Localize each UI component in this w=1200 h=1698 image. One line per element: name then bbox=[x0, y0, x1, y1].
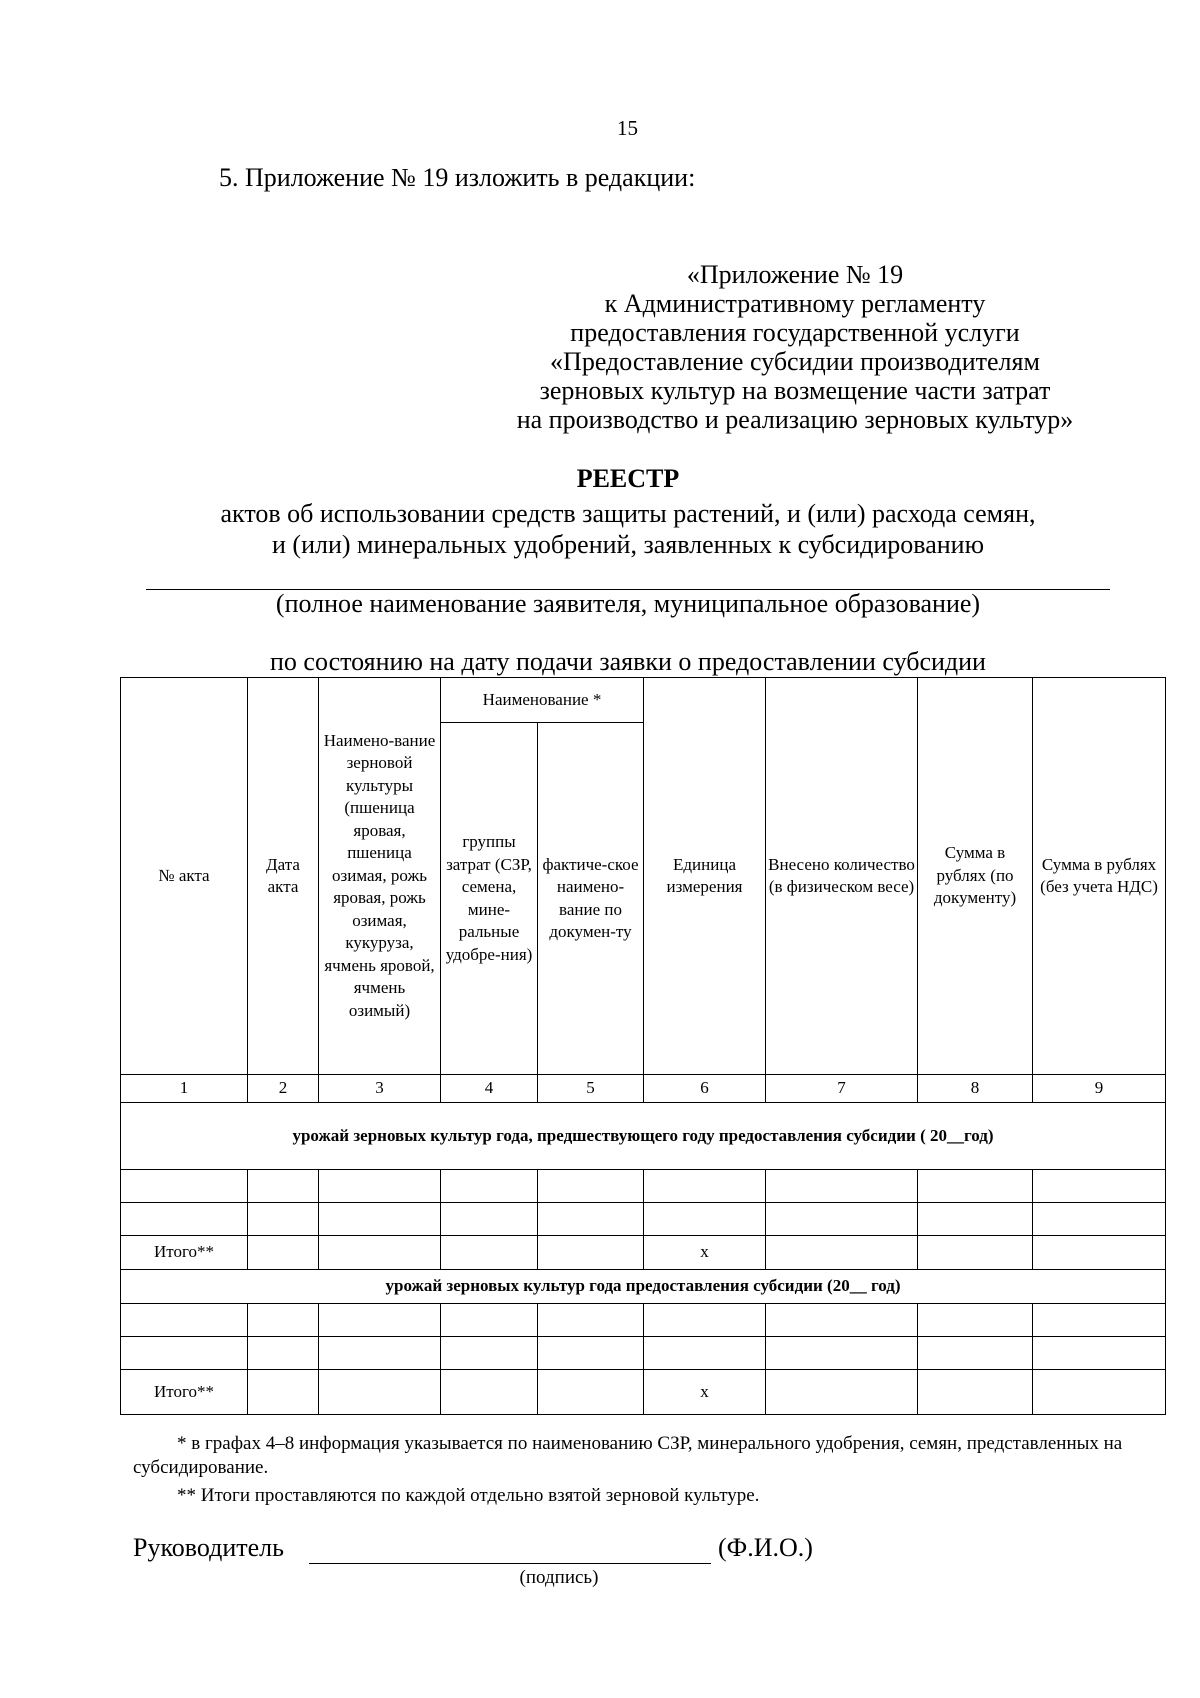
appendix-line: «Приложение № 19 bbox=[686, 260, 904, 289]
table-cell[interactable] bbox=[441, 1236, 538, 1270]
table-cell[interactable] bbox=[319, 1370, 441, 1415]
table-cell[interactable] bbox=[918, 1203, 1033, 1236]
table-cell[interactable] bbox=[538, 1170, 644, 1203]
appendix-line: к Административному регламенту bbox=[604, 289, 986, 318]
subtitle-line: актов об использовании средств защиты растений, и (или) расхода семян, bbox=[220, 499, 1036, 528]
table-cell[interactable] bbox=[248, 1370, 319, 1415]
table-cell[interactable] bbox=[121, 1170, 248, 1203]
table-cell[interactable] bbox=[1033, 1203, 1166, 1236]
document-title: РЕЕСТР bbox=[576, 464, 680, 493]
date-caption: по состоянию на дату подачи заявки о предоставлении субсидии bbox=[270, 647, 986, 676]
table-cell[interactable] bbox=[918, 1304, 1033, 1337]
table-cell[interactable] bbox=[1033, 1236, 1166, 1270]
table-cell[interactable] bbox=[766, 1370, 918, 1415]
table-cell[interactable] bbox=[441, 1337, 538, 1370]
table-cell[interactable] bbox=[1033, 1370, 1166, 1415]
table-cell[interactable] bbox=[766, 1236, 918, 1270]
table-cell[interactable] bbox=[319, 1304, 441, 1337]
table-cell[interactable] bbox=[766, 1304, 918, 1337]
table-cell[interactable] bbox=[248, 1203, 319, 1236]
table-cell[interactable] bbox=[248, 1337, 319, 1370]
header-crop: Наимено-вание зерновой культуры (пшеница яровая, пшеница озимая, рожь яровая, рожь озимая, кукуруза, ячмень яровой, ячмень озимый) bbox=[319, 678, 441, 1075]
column-number: 2 bbox=[248, 1075, 319, 1103]
table-cell[interactable] bbox=[766, 1337, 918, 1370]
table-cell[interactable] bbox=[441, 1170, 538, 1203]
table-cell[interactable] bbox=[766, 1170, 918, 1203]
table-row bbox=[121, 1337, 1166, 1370]
table-cell[interactable] bbox=[121, 1304, 248, 1337]
page-number: 15 bbox=[617, 116, 638, 140]
table-cell[interactable] bbox=[918, 1337, 1033, 1370]
signature-fio: (Ф.И.О.) bbox=[718, 1533, 813, 1562]
table-cell[interactable] bbox=[538, 1337, 644, 1370]
appendix-header bbox=[470, 260, 1120, 434]
column-number: 6 bbox=[644, 1075, 766, 1103]
table-cell[interactable] bbox=[644, 1304, 766, 1337]
signature-label: Руководитель bbox=[133, 1533, 284, 1562]
appendix-line: на производство и реализацию зерновых культур» bbox=[516, 405, 1074, 434]
signature-caption: (подпись) bbox=[519, 1567, 599, 1588]
appendix-line: зерновых культур на возмещение части затрат bbox=[539, 376, 1051, 405]
appendix-line: предоставления государственной услуги bbox=[570, 318, 1020, 347]
table-row bbox=[121, 1304, 1166, 1337]
amendment-intro: 5. Приложение № 19 изложить в редакции: bbox=[219, 163, 696, 192]
table-cell[interactable] bbox=[1033, 1337, 1166, 1370]
table-cell[interactable] bbox=[538, 1370, 644, 1415]
table-cell[interactable] bbox=[319, 1170, 441, 1203]
table-cell[interactable] bbox=[918, 1370, 1033, 1415]
table-cell[interactable] bbox=[644, 1203, 766, 1236]
subtitle-line: и (или) минеральных удобрений, заявленных к субсидированию bbox=[272, 530, 984, 559]
table-cell[interactable] bbox=[248, 1304, 319, 1337]
table-cell[interactable] bbox=[918, 1236, 1033, 1270]
header-cost-groups: группы затрат (СЗР, семена, мине-ральные удобре-ния) bbox=[441, 723, 538, 1075]
column-number: 1 bbox=[121, 1075, 248, 1103]
column-number-row bbox=[121, 1075, 1166, 1103]
header-sum-no-vat: Сумма в рублях (без учета НДС) bbox=[1033, 678, 1166, 1075]
table-cell[interactable] bbox=[319, 1337, 441, 1370]
header-row bbox=[121, 678, 1166, 723]
header-naming-group: Наименование * bbox=[441, 678, 644, 723]
table-cell[interactable] bbox=[121, 1203, 248, 1236]
table-cell[interactable] bbox=[766, 1203, 918, 1236]
footnote-2: ** Итоги проставляются по каждой отдельно взятой зерновой культуре. bbox=[177, 1485, 760, 1506]
header-quantity: Внесено количество (в физическом весе) bbox=[766, 678, 918, 1075]
total-row bbox=[121, 1370, 1166, 1415]
table-cell[interactable] bbox=[1033, 1170, 1166, 1203]
column-number: 7 bbox=[766, 1075, 918, 1103]
column-number: 9 bbox=[1033, 1075, 1166, 1103]
footnote-1: * в графах 4–8 информация указывается по наименованию СЗР, минерального удобрения, семян, представленных на субсидирование. bbox=[133, 1433, 1123, 1478]
table-cell[interactable] bbox=[918, 1170, 1033, 1203]
header-sum-doc: Сумма в рублях (по документу) bbox=[918, 678, 1033, 1075]
header-actual-name: фактиче-ское наимено-вание по докумен-ту bbox=[538, 723, 644, 1075]
table-cell[interactable] bbox=[538, 1304, 644, 1337]
section-row bbox=[121, 1270, 1166, 1304]
total-label: Итого** bbox=[121, 1370, 248, 1415]
header-unit: Единица измерения bbox=[644, 678, 766, 1075]
total-row bbox=[121, 1236, 1166, 1270]
column-number: 5 bbox=[538, 1075, 644, 1103]
table-cell[interactable] bbox=[319, 1203, 441, 1236]
table-cell[interactable] bbox=[441, 1304, 538, 1337]
registry-table bbox=[120, 677, 1166, 1415]
table-cell[interactable] bbox=[644, 1170, 766, 1203]
applicant-caption: (полное наименование заявителя, муниципальное образование) bbox=[275, 589, 981, 618]
section-previous-year: урожай зерновых культур года, предшествующего году предоставления субсидии ( 20__год) bbox=[121, 1103, 1166, 1170]
section-current-year: урожай зерновых культур года предоставления субсидии (20__ год) bbox=[121, 1270, 1166, 1304]
table-cell[interactable] bbox=[248, 1170, 319, 1203]
table-row bbox=[121, 1170, 1166, 1203]
table-cell[interactable] bbox=[538, 1203, 644, 1236]
table-cell[interactable] bbox=[441, 1203, 538, 1236]
table-cell[interactable] bbox=[319, 1236, 441, 1270]
column-number: 4 bbox=[441, 1075, 538, 1103]
table-cell[interactable] bbox=[644, 1337, 766, 1370]
table-cell[interactable] bbox=[1033, 1304, 1166, 1337]
header-act-date: Дата акта bbox=[248, 678, 319, 1075]
appendix-line: «Предоставление субсидии производителям bbox=[550, 347, 1040, 376]
total-mark: х bbox=[644, 1236, 766, 1270]
total-mark: х bbox=[644, 1370, 766, 1415]
table-cell[interactable] bbox=[121, 1337, 248, 1370]
table-cell[interactable] bbox=[441, 1370, 538, 1415]
column-number: 8 bbox=[918, 1075, 1033, 1103]
signature-line[interactable] bbox=[309, 1563, 711, 1564]
section-row bbox=[121, 1103, 1166, 1170]
table-cell[interactable] bbox=[538, 1236, 644, 1270]
header-act-no: № акта bbox=[121, 678, 248, 1075]
column-number: 3 bbox=[319, 1075, 441, 1103]
total-label: Итого** bbox=[121, 1236, 248, 1270]
document-subtitle bbox=[118, 498, 1138, 560]
table-row bbox=[121, 1203, 1166, 1236]
table-cell[interactable] bbox=[248, 1236, 319, 1270]
